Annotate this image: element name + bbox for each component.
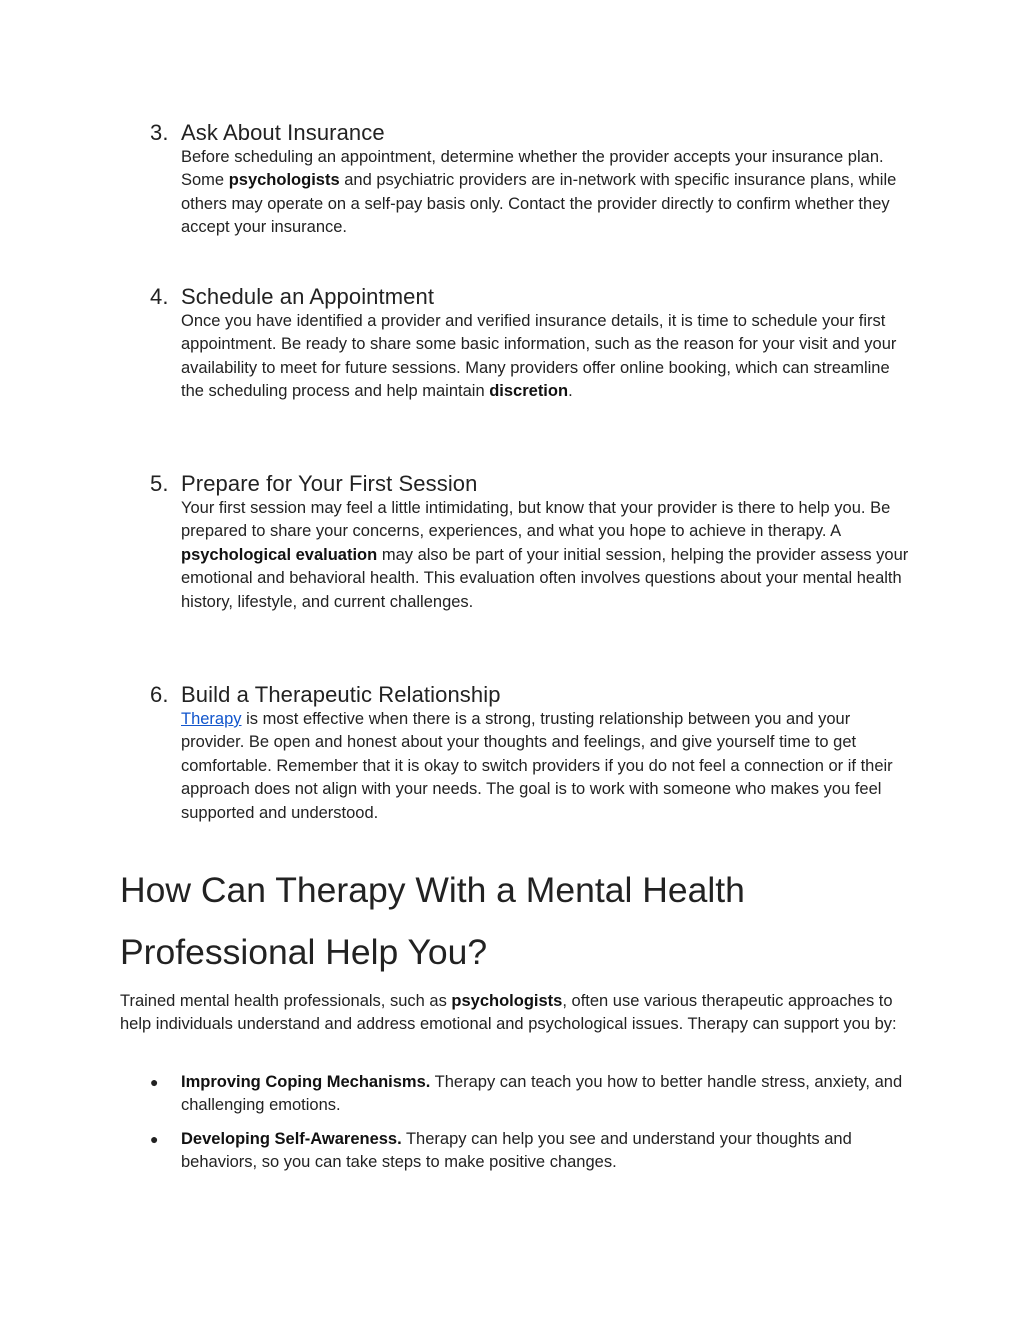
bullet-text (181, 1128, 910, 1175)
step-heading (150, 120, 910, 146)
step-body (181, 310, 911, 404)
step-title: Build a Therapeutic Relationship (181, 682, 501, 707)
list-item (150, 1071, 910, 1118)
step-title: Prepare for Your First Session (181, 471, 478, 496)
section-intro (120, 990, 910, 1037)
step-body (181, 497, 911, 614)
bullet-icon: ● (150, 1130, 159, 1147)
bullet-lead: Improving Coping Mechanisms. (181, 1073, 431, 1091)
text-run: is most effective when there is a strong, trusting relationship between you and your provider. Be open and honest about your thoughts and feelings, and give yourself time to get comfortable. Remember that it is okay to switch providers if you do not feel a connection or if their approach does not align with your needs. The goal is to work with someone who makes you feel supported and understood. (181, 710, 893, 822)
bullet-lead: Developing Self-Awareness. (181, 1129, 402, 1148)
step-heading (150, 284, 910, 310)
step-title: Ask About Insurance (181, 120, 385, 145)
step-prepare-first-session (150, 471, 910, 614)
step-number: 4. (150, 284, 169, 309)
step-schedule-appointment (150, 284, 910, 404)
text-run: , often use various therapeutic approaches to help individuals understand and address emotional and psychological issues. Therapy can support you by: (120, 992, 897, 1034)
step-body (181, 708, 911, 825)
step-number: 3. (150, 120, 169, 145)
section-heading: How Can Therapy With a Mental Health Professional Help You? (120, 870, 745, 972)
step-number: 5. (150, 471, 169, 496)
text-run: Once you have identified a provider and verified insurance details, it is time to schedule your first appointment. Be ready to share some basic information, such as the reason for your visit and your availability to meet for future sessions. Many providers offer online booking, which can streamline the scheduling process and help maintain (181, 312, 897, 401)
bold-term: psychologists (451, 992, 563, 1010)
text-run: and psychiatric providers are in-network with specific insurance plans, while others may operate on a self-pay basis only. Contact the provider directly to confirm whether they accept your insurance. (181, 171, 897, 237)
step-heading (150, 471, 910, 497)
text-run: Trained mental health professionals, such as (120, 992, 452, 1010)
bullet-text (181, 1071, 910, 1118)
therapy-link[interactable]: Therapy (181, 710, 242, 728)
step-number: 6. (150, 682, 169, 707)
step-title: Schedule an Appointment (181, 284, 435, 309)
text-run: . (568, 382, 573, 401)
text-run: Your first session may feel a little intimidating, but know that your provider is there to help you. Be prepared to share your concerns, experiences, and what you hope to achieve in therapy. A (181, 499, 891, 541)
step-ask-about-insurance (150, 120, 910, 240)
bold-term: psychological evaluation (181, 545, 378, 564)
text-run: may also be part of your initial session, helping the provider assess your emotional and behavioral health. This evaluation often involves questions about your mental health history, lifestyle, and current challenges. (181, 545, 909, 611)
step-heading (150, 682, 910, 708)
bold-term: discretion (489, 382, 569, 401)
step-build-relationship (150, 682, 910, 825)
text-run: Before scheduling an appointment, determine whether the provider accepts your insurance plan. Some (181, 148, 884, 190)
step-body (181, 146, 911, 240)
list-item (150, 1128, 910, 1175)
benefits-list (150, 1071, 910, 1185)
bullet-body: Therapy can help you see and understand your thoughts and behaviors, so you can take steps to make positive changes. (181, 1129, 852, 1172)
bullet-body: Therapy can teach you how to better handle stress, anxiety, and challenging emotions. (181, 1073, 903, 1115)
bullet-icon: ● (150, 1074, 159, 1090)
bold-term: psychologists (228, 171, 340, 190)
